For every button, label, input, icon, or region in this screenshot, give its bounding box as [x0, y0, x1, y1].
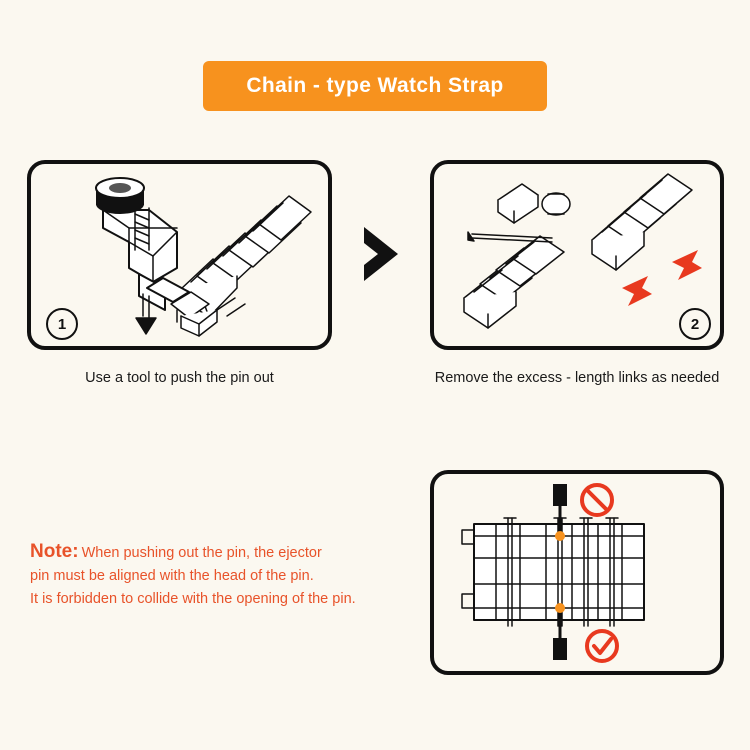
page-title-banner — [203, 61, 547, 111]
approved-icon — [587, 631, 617, 661]
prohibited-icon — [582, 485, 612, 515]
detail-panel — [430, 470, 724, 675]
step-1-badge: 1 — [46, 308, 78, 340]
chevron-right-icon — [358, 225, 406, 283]
page-title: Chain - type Watch Strap — [246, 74, 504, 97]
note-first-line — [30, 540, 420, 565]
note-label: Note: — [30, 541, 79, 562]
pin-alignment-detail-illustration — [434, 474, 720, 671]
step-2-badge: 2 — [679, 308, 711, 340]
note-line-2: pin must be aligned with the head of the pin. — [30, 568, 314, 584]
step-2-illustration — [434, 164, 720, 346]
note-line-3: It is forbidden to collide with the opening of the pin. — [30, 591, 356, 607]
step-2-caption: Remove the excess - length links as needed — [434, 370, 720, 386]
note-line-1: When pushing out the pin, the ejector — [81, 545, 322, 561]
note-block — [30, 540, 420, 611]
step-1-caption: Use a tool to push the pin out — [85, 370, 274, 386]
